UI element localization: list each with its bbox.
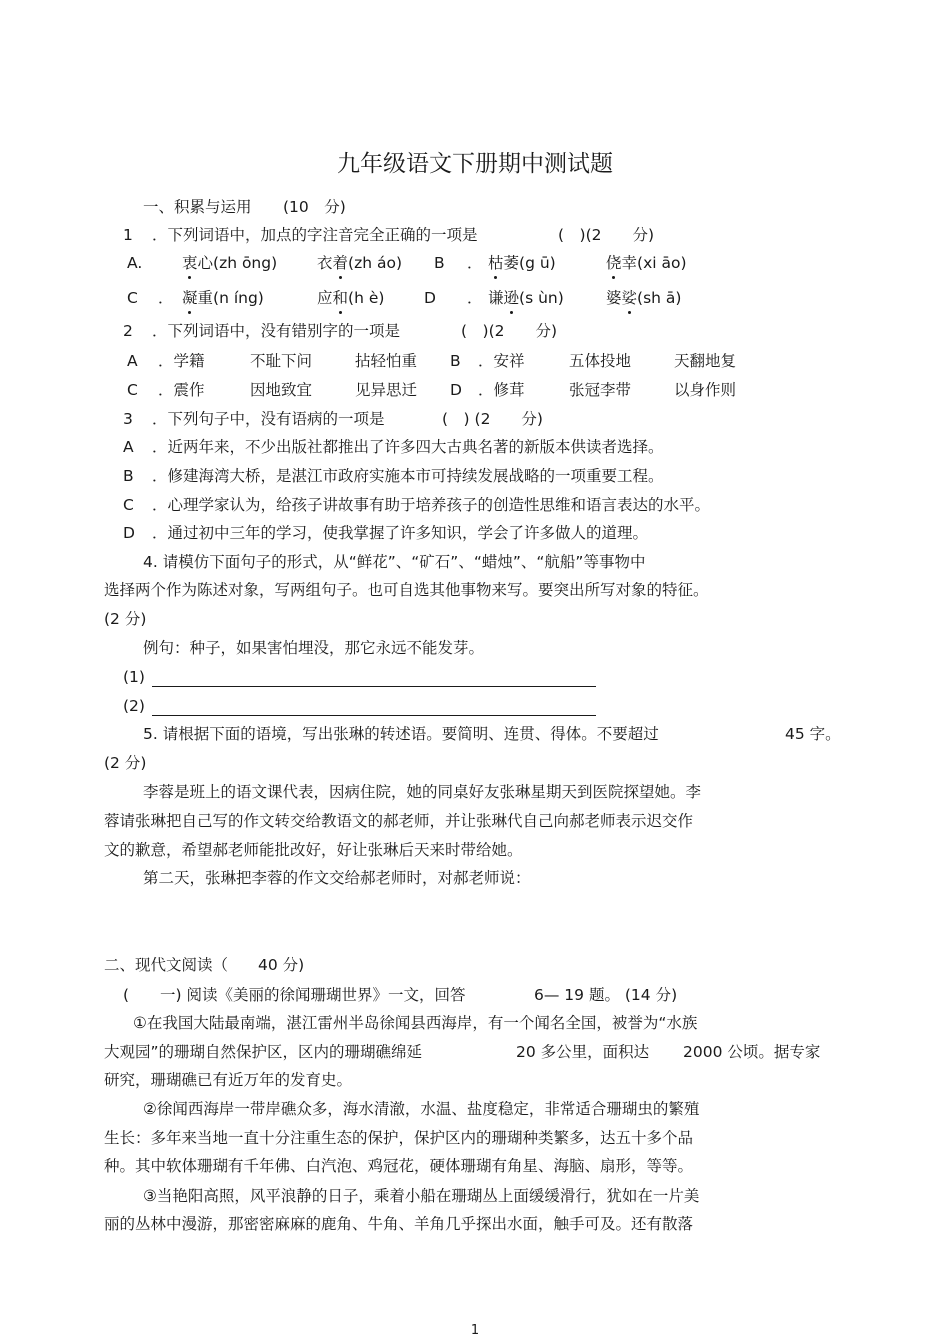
pinyin: 幸(xi āo): [621, 254, 687, 272]
q3-option-text: ．通过初中三年的学习，使我掌握了许多知识，学会了许多做人的道理。: [152, 524, 649, 542]
passage-line: ③当艳阳高照，风平浪静的日子，乘着小船在珊瑚丛上面缓缓滑行，犹如在一片美: [143, 1187, 700, 1205]
emphasis-dot-char: 衷: [182, 254, 198, 272]
q3-option-text: ．近两年来，不少出版社都推出了许多四大古典名著的新版本供读者选择。: [152, 438, 664, 456]
q3-option-label: C: [123, 496, 134, 514]
q2-row2-word: 以身作则: [674, 381, 737, 399]
q3-option-text: ．修建海湾大桥，是湛江市政府实施本市可持续发展战略的一项重要工程。: [152, 467, 664, 485]
q2-row2-word: ．修茸: [478, 381, 525, 399]
q2-row2-label: C: [127, 381, 138, 399]
q1-option-b-word1: [488, 253, 556, 273]
pinyin: (s ùn): [519, 289, 564, 307]
q1-option-d-word2: [606, 288, 681, 308]
q4-example: 例句：种子，如果害怕埋没，那它永远不能发芽。: [143, 639, 485, 657]
q1-option-a-word2: [317, 253, 402, 273]
passage-line: 2000 公顷。据专家: [683, 1043, 821, 1061]
section1-score: (10 分): [283, 198, 346, 216]
q2-stem: ．下列词语中，没有错别字的一项是: [152, 322, 401, 340]
q1-option-a-label: A.: [127, 254, 143, 272]
q2-row1-word: ．安祥: [478, 352, 525, 370]
section2-heading: 二、现代文阅读（: [104, 956, 229, 974]
passage-line: 种。其中软体珊瑚有千年佛、白汽泡、鸡冠花，硬体珊瑚有角星、海脑、扇形，等等。: [104, 1157, 694, 1175]
emphasis-dot-char: 娑: [621, 289, 638, 307]
q3-number: 3: [123, 410, 133, 428]
q2-row2-word: 张冠李带: [569, 381, 632, 399]
q3-option-text: ．心理学家认为，给孩子讲故事有助于培养孩子的创造性思维和语言表达的水平。: [152, 496, 711, 514]
answer-blank-line[interactable]: [152, 715, 596, 716]
section2-score: 40 分): [258, 956, 305, 974]
emphasis-dot-char: 和: [332, 289, 349, 307]
q1-option-c-word2: [317, 288, 384, 308]
emphasis-dot-char: 侥: [606, 254, 622, 272]
passage-line: 丽的丛林中漫游，那密密麻麻的鹿角、牛角、羊角几乎探出水面，触手可及。还有散落: [104, 1215, 694, 1233]
char: 衣: [317, 254, 333, 272]
q1-stem: ．下列词语中，加点的字注音完全正确的一项是: [152, 226, 478, 244]
passage-line: 生长：多年来当地一直十分注重生态的保护，保护区内的珊瑚种类繁多，达五十多个品: [104, 1129, 694, 1147]
q1-option-b-label: B: [434, 254, 445, 272]
q3-paren: ( ) (2 分): [442, 410, 543, 428]
emphasis-dot-char: 着: [332, 254, 349, 272]
passage-line: 20 多公里，面积达: [516, 1043, 650, 1061]
char: 婆: [606, 289, 622, 307]
q5-line: 5. 请根据下面的语境，写出张琳的转述语。要简明、连贯、得体。不要超过: [143, 725, 659, 743]
q5-context: 蓉请张琳把自己写的作文转交给教语文的郝老师，并让张琳代自己向郝老师表示迟交作: [104, 812, 694, 830]
q2-row1-word: 天翻地复: [674, 352, 737, 370]
q5-limit: 45 字。: [785, 725, 841, 743]
q1-paren: ( )(2 分): [558, 226, 655, 244]
page-title: 九年级语文下册期中测试题: [337, 151, 613, 177]
q1-option-b-word2: [606, 253, 687, 273]
q2-row1-label: B: [450, 352, 461, 370]
q4-score: (2 分): [104, 610, 147, 628]
pinyin: (sh ā): [637, 289, 682, 307]
q2-row2-word: ．震作: [158, 381, 205, 399]
q3-option-label: A: [123, 438, 134, 456]
q2-row1-word: 五体投地: [569, 352, 632, 370]
q2-paren: ( )(2 分): [461, 322, 558, 340]
q1-option-c-sep: ．: [158, 289, 174, 307]
q1-option-d-word1: [488, 288, 564, 308]
q1-option-c-label: C: [127, 289, 138, 307]
char: 应: [317, 289, 333, 307]
q1-option-c-word1: [182, 288, 264, 308]
section1-heading: 一、积累与运用: [143, 198, 252, 216]
passage-line: ①在我国大陆最南端，湛江雷州半岛徐闻县西海岸，有一个闻名全国，被誉为“水族: [133, 1014, 698, 1032]
q5-context: 第二天，张琳把李蓉的作文交给郝老师时，对郝老师说：: [143, 869, 531, 887]
q4-line: 选择两个作为陈述对象，写两组句子。也可自选其他事物来写。要突出所写对象的特征。: [104, 581, 709, 599]
passage-line: ②徐闻西海岸一带岸礁众多，海水清澈，水温、盐度稳定，非常适合珊瑚虫的繁殖: [143, 1100, 700, 1118]
q2-row2-label: D: [450, 381, 462, 399]
q1-option-d-label: D: [424, 289, 436, 307]
q1-number: 1: [123, 226, 133, 244]
q4-line: 4. 请模仿下面句子的形式，从“鲜花”、“矿石”、“蜡烛”、“航船”等事物中: [143, 553, 646, 571]
q2-row2-word: 因地致宜: [250, 381, 313, 399]
q2-number: 2: [123, 322, 133, 340]
pinyin: (zh áo): [348, 254, 402, 272]
pinyin: 萎(g ū): [503, 254, 556, 272]
q2-row1-word: ．学籍: [158, 352, 205, 370]
q4-blank2-label: (2): [123, 697, 145, 715]
q2-row1-label: A: [127, 352, 138, 370]
q1-option-b-sep: ．: [467, 254, 483, 272]
pinyin: (h è): [348, 289, 385, 307]
q2-row1-word: 不耻下问: [250, 352, 313, 370]
q5-context: 文的歉意，希望郝老师能批改好，好让张琳后天来时带给她。: [104, 841, 523, 859]
q4-blank1-label: (1): [123, 668, 145, 686]
pinyin: 心(zh ōng): [197, 254, 278, 272]
q1-option-d-sep: ．: [467, 289, 483, 307]
emphasis-dot-char: 逊: [503, 289, 520, 307]
reading-question-range: 6— 19 题。 (14 分): [534, 986, 678, 1004]
page-number: 1: [470, 1323, 480, 1338]
q2-row1-word: 拈轻怕重: [355, 352, 418, 370]
answer-blank-line[interactable]: [152, 686, 596, 687]
emphasis-dot-char: 凝: [182, 289, 198, 307]
pinyin: 重(n íng): [197, 289, 264, 307]
q1-option-a-word1: [182, 253, 277, 273]
passage-line: 大观园”的珊瑚自然保护区，区内的珊瑚礁绵延: [104, 1043, 423, 1061]
passage-line: 研究，珊瑚礁已有近万年的发育史。: [104, 1071, 353, 1089]
q2-row2-word: 见异思迁: [355, 381, 418, 399]
q3-option-label: B: [123, 467, 134, 485]
reading-subheading: ( 一) 阅读《美丽的徐闻珊瑚世界》一文，回答: [123, 986, 466, 1004]
emphasis-dot-char: 枯: [488, 254, 504, 272]
q3-stem: ．下列句子中，没有语病的一项是: [152, 410, 385, 428]
q3-option-label: D: [123, 524, 135, 542]
char: 谦: [488, 289, 504, 307]
q5-score: (2 分): [104, 754, 147, 772]
q5-context: 李蓉是班上的语文课代表，因病住院，她的同桌好友张琳星期天到医院探望她。李: [143, 783, 702, 801]
